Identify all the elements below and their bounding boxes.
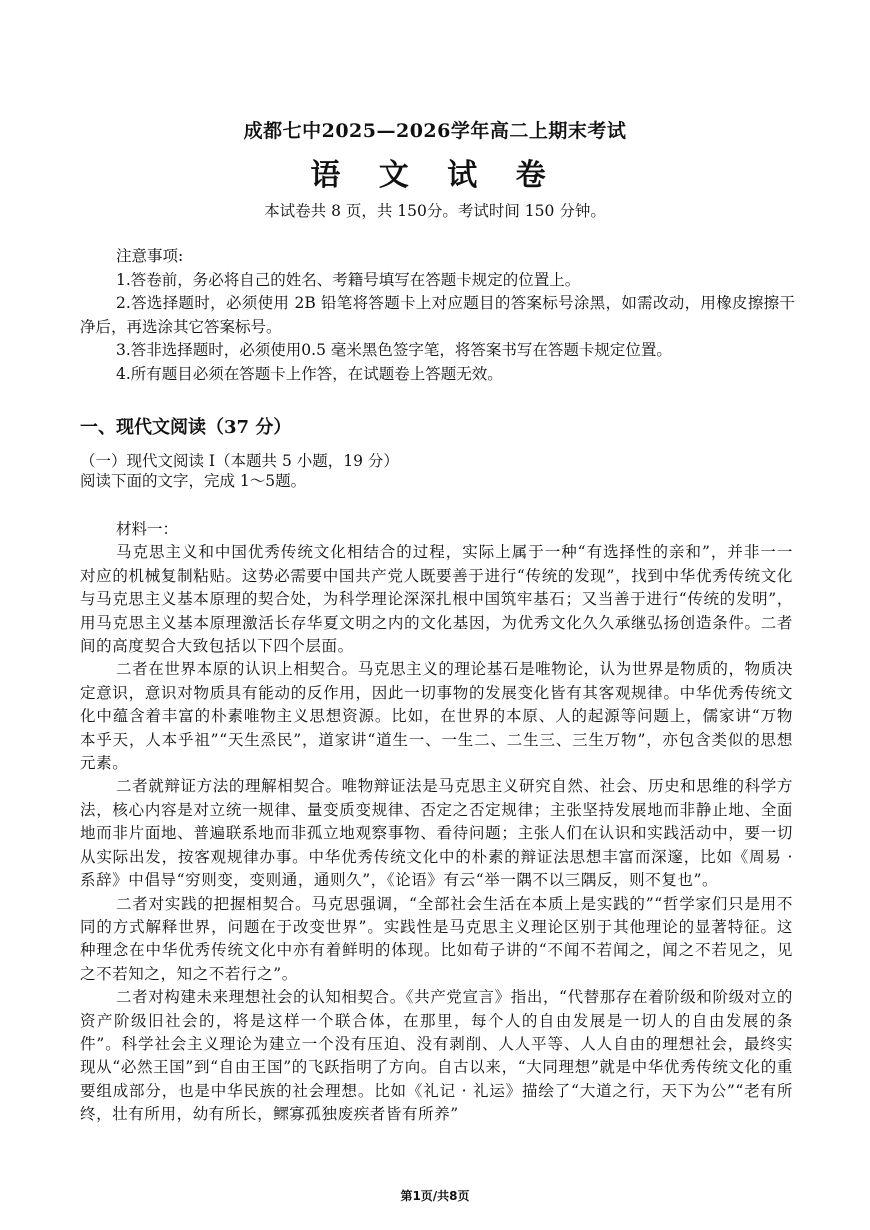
page-number: 第1页/共8页 [400,1189,470,1203]
notice-item-4: 4.所有题目必须在答题卡上作答，在试题卷上答题无效。 [116,364,503,383]
exam-info: 本试卷共 8 页，共 150分。考试时间 150 分钟。 [264,202,606,220]
subject-title: 语 文 试 卷 [310,158,560,193]
section-heading: 一、现代文阅读（37 分） [80,417,292,438]
notice-item-3: 3.答非选择题时，必须使用0.5 毫米黑色签字笔，将答案书写在答题卡规定位置。 [116,341,672,359]
material-text [80,518,793,1127]
reading-instruction: 阅读下面的文字，完成 1～5题。 [80,472,307,490]
material-paragraph: 二者就辩证方法的理解相契合。唯物辩证法是马克思主义研究自然、社会、历史和思维的科学方法，核心内容是对立统一规律、量变质变规律、否定之否定规律；主张坚持发展地而非静止地、全面地而非片面地、普遍联系地而非孤立地观察事物、看待问题；主张人们在认识和实践活动中，要一切从实际出发，按客观规律办事。中华优秀传统文化中的朴素的辩证法思想丰富而深邃，比如《周易 · 系辞》中倡导“穷则变，变则通，通则久”，《论语》有云“举一隅不以三隅反，则不复也”。 [80,777,793,890]
notice-block [80,245,795,386]
material-paragraph: 二者在世界本原的认识上相契合。马克思主义的理论基石是唯物论，认为世界是物质的，物质决定意识，意识对物质具有能动的反作用，因此一切事物的发展变化皆有其客观规律。中华优秀传统文化中蕴含着丰富的朴素唯物主义思想资源。比如，在世界的本原、人的起源等问题上，儒家讲“万物本乎天，人本乎祖”“天生烝民”，道家讲“道生一、一生二、二生三、三生万物”，亦包含类似的思想元素。 [80,660,793,773]
notice-item-1: 1.答卷前，务必将自己的姓名、考籍号填写在答题卡规定的位置上。 [116,270,581,289]
part-header [80,451,795,491]
notice-item-2: 2.答选择题时，必须使用 2B 铅笔将答题卡上对应题目的答案标号涂黑，如需改动，用橡皮擦擦干净后，再选涂其它答案标号。 [80,294,795,336]
material-paragraph: 二者对实践的把握相契合。马克思强调，“全部社会生活在本质上是实践的”“哲学家们只是用不同的方式解释世界，问题在于改变世界”。实践性是马克思主义理论区别于其他理论的显著特征。这种理念在中华优秀传统文化中亦有着鲜明的体现。比如荀子讲的“不闻不若闻之，闻之不若见之，见之不若知之，知之不若行之”。 [80,894,793,983]
exam-title: 成都七中2025—2026学年高二上期末考试 [243,120,627,142]
material-label: 材料一： [116,520,179,538]
notice-heading: 注意事项: [116,247,184,265]
material-paragraph: 二者对构建未来理想社会的认知相契合。《共产党宣言》指出，“代替那存在着阶级和阶级对立的资产阶级旧社会的，将是这样一个联合体，在那里，每个人的自由发展是一切人的自由发展的条件”。科学社会主义理论为建立一个没有压迫、没有剥削、人人平等、人人自由的理想社会，最终实现从“必然王国”到“自由王国”的飞跃指明了方向。自古以来，“大同理想”就是中华优秀传统文化的重要组成部分，也是中华民族的社会理想。比如《礼记 · 礼运》描绘了“大道之行，天下为公”“老有所终，壮有所用，幼有所长，鳏寡孤独废疾者皆有所养” [80,988,793,1124]
part-heading: （一）现代文阅读 I（本题共 5 小题，19 分） [80,452,399,470]
material-paragraph: 马克思主义和中国优秀传统文化相结合的过程，实际上属于一种“有选择性的亲和”，并非一一对应的机械复制粘贴。这势必需要中国共产党人既要善于进行“传统的发现”，找到中华优秀传统文化与马克思主义基本原理的契合处，为科学理论深深扎根中国筑牢基石；又当善于进行“传统的发明”，用马克思主义基本原理激活长存华夏文明之内的文化基因，为优秀文化久久承继弘扬创造条件。二者间的高度契合大致包括以下四个层面。 [80,543,793,656]
